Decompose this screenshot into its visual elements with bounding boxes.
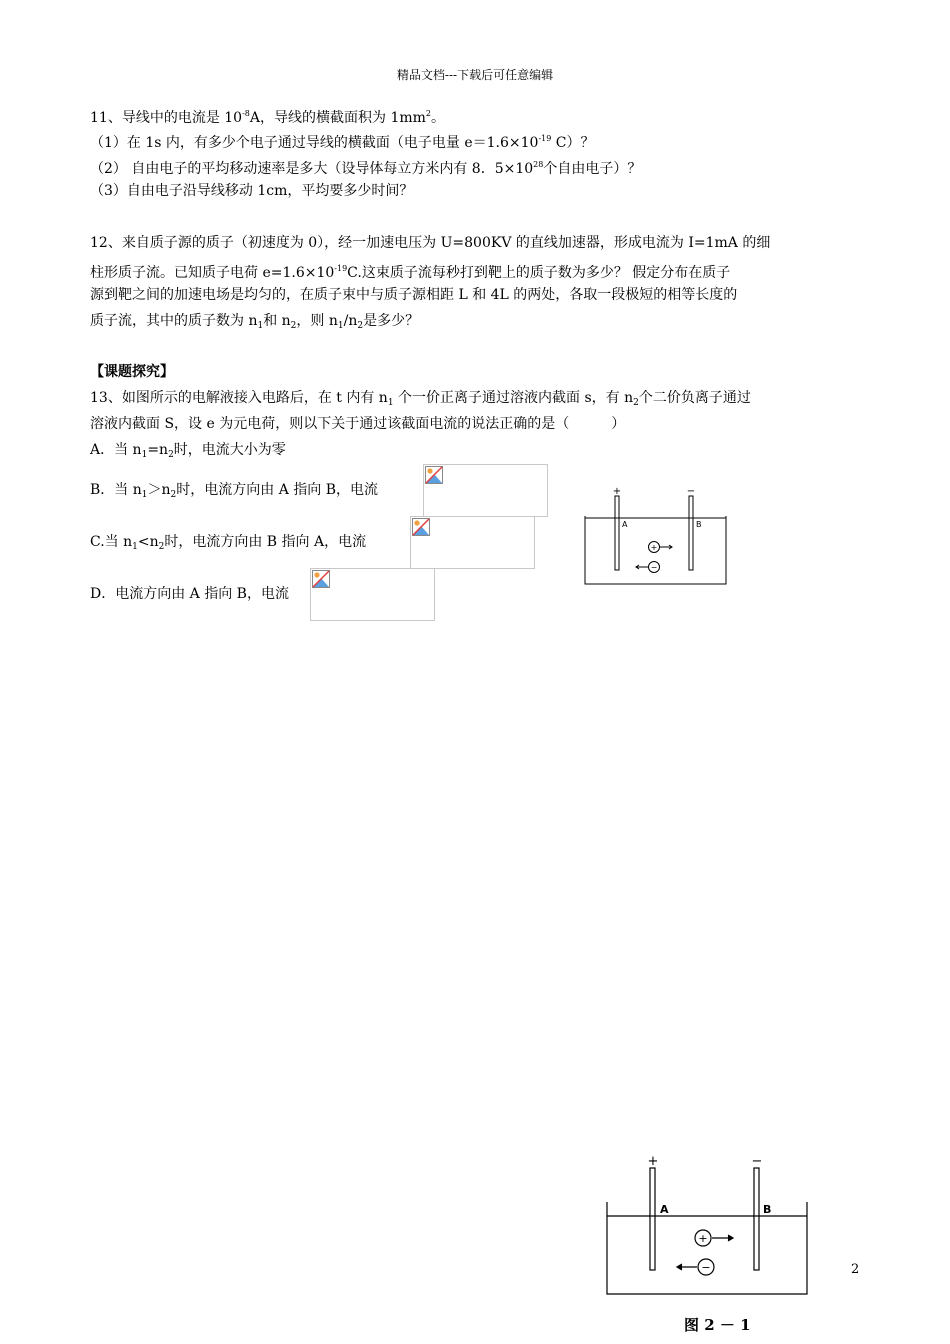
electrode-a-label: A <box>660 1203 669 1216</box>
anode-sign: + <box>612 486 622 497</box>
q12-line3: 源到靶之间的加速电场是均匀的，在质子束中与质子源相距 L 和 4L 的两处，各取一段极短的相等长度的 <box>90 287 738 303</box>
broken-image-icon <box>312 570 330 588</box>
q12-line4: 质子流，其中的质子数为 $n_1$和 $n_2$，则 $n_1/n_2$是多少？ <box>90 313 420 331</box>
q11-part3: （3）自由电子沿导线移动 1cm，平均要多少时间？ <box>90 183 414 199</box>
positive-ion: + <box>650 543 658 552</box>
electrode-b-label: B <box>763 1203 772 1216</box>
negative-ion: − <box>701 1261 711 1274</box>
option-a: A．当 $n_1=n_2$时，电流大小为零 <box>90 442 286 460</box>
page-number: 2 <box>851 1262 860 1277</box>
option-d: D．电流方向由 A 指向 B，电流 <box>90 586 289 602</box>
page-header: 精品文档---下载后可任意编辑 <box>396 68 554 82</box>
option-b: B．当 $n_1>n_2$时，电流方向由 A 指向 B，电流 <box>90 482 379 500</box>
q13-line1: 13、如图所示的电解液接入电路后，在 t 内有 $n_1$ 个一价正离子通过溶液内截面 s，有 $n_2$个二价负离子通过 <box>90 390 751 408</box>
anode-sign: + <box>647 1154 659 1169</box>
q11-part2: （2） 自由电子的平均移动速率是多大（设导体每立方米内有 8．$5\times 10^{28}$个自由电子）？ <box>90 160 642 177</box>
q11-title: 11、导线中的电流是 $10^{-8}A$，导线的横截面积为 $1mm^2$。 <box>90 109 446 126</box>
electrolyte-diagram-large <box>602 1154 812 1300</box>
electrode-b-label: B <box>696 520 702 529</box>
formula-image-placeholder <box>423 464 548 517</box>
formula-image-placeholder <box>410 516 535 569</box>
q12-line2: 柱形质子流。已知质子电荷 $e=1.6\times 10^{-19}C$.这束质子流每秒打到靶上的质子数为多少？ 假定分布在质子 <box>90 264 731 281</box>
negative-ion: − <box>650 563 658 572</box>
cathode-sign: − <box>751 1154 763 1169</box>
q13-line2: 溶液内截面 S，设 e 为元电荷，则以下关于通过该截面电流的说法正确的是（ ） <box>90 416 626 432</box>
broken-image-icon <box>425 466 443 484</box>
cathode-sign: − <box>686 486 696 497</box>
section-title: 【课题探究】 <box>90 364 174 380</box>
broken-image-icon <box>412 518 430 536</box>
electrolyte-diagram-small <box>580 486 732 588</box>
formula-image-placeholder <box>310 568 435 621</box>
electrode-a-label: A <box>622 520 628 529</box>
figure-caption: 图 2 － 1 <box>684 1316 751 1334</box>
q11-part1: （1）在 1s 内，有多少个电子通过导线的横截面（电子电量 $e=1.6\times 10^{-19}$ C）？ <box>90 134 595 151</box>
positive-ion: + <box>698 1232 708 1245</box>
option-c: C.当 $n_1<n_2$时，电流方向由 B 指向 A，电流 <box>90 534 367 552</box>
q12-line1: 12、来自质子源的质子（初速度为 0），经一加速电压为 U=800KV 的直线加速器，形成电流为 I=1mA 的细 <box>90 235 771 251</box>
